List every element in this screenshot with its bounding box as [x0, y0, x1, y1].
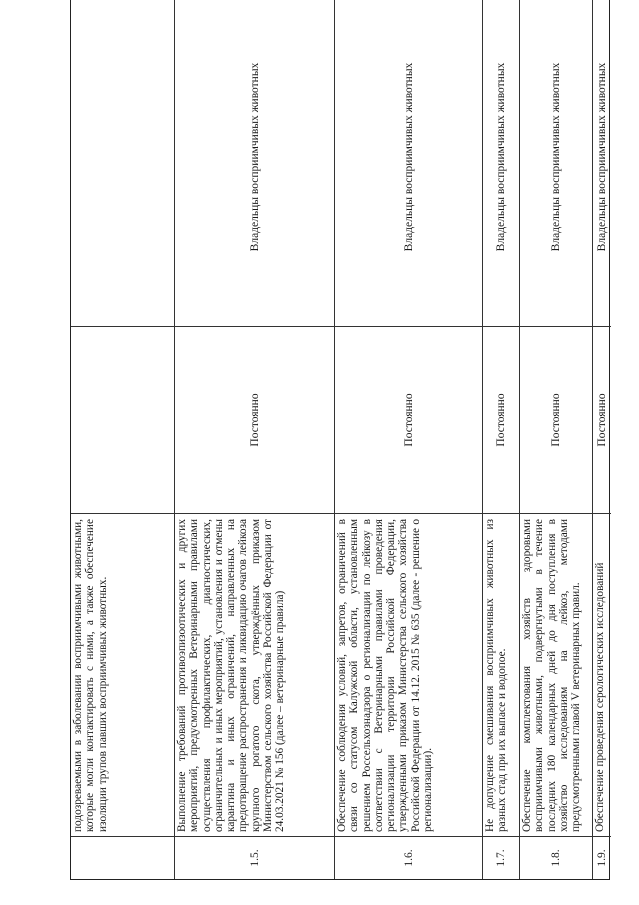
responsible-cell: Владельцы восприимчивых животных — [248, 62, 261, 252]
row-number: 1.5. — [175, 836, 334, 879]
row-number: 1.7. — [483, 836, 519, 879]
term-cell: Постоянно — [520, 326, 592, 513]
term-cell: Постоянно — [175, 326, 334, 513]
row-number: 1.6. — [335, 836, 482, 879]
responsible-cell: Владельцы восприимчивых животных — [550, 62, 562, 252]
term-cell: Постоянно — [593, 326, 611, 513]
measure-text: Обеспечение соблюдения условий, запретов, ограничений в связи со статусом Калужской области, установленным решением Россельхознадзора о регионализации по лейкозу в соответствии с Ветеринарными правилами проведения регионализации территории Российской Федерации, утвержденными приказом Министерства сельского хозяйства Российской Федерации от 14.12. 2015 № 635 (далее - решение о регионализации). — [335, 513, 482, 836]
table-row — [593, 0, 611, 879]
row-number — [71, 836, 174, 879]
responsible-cell — [71, 0, 174, 326]
table-row — [175, 0, 335, 879]
responsible-cell: Владельцы восприимчивых животных — [596, 62, 608, 252]
measure-text: подозреваемыми в заболевании восприимчивыми животными, которые могли контактировать с ними, а также обеспечение изоляции трупов павших восприимчивых животных. — [71, 513, 174, 836]
table-row — [520, 0, 593, 879]
measures-table — [70, 0, 610, 880]
term-cell — [71, 326, 174, 513]
term-cell: Постоянно — [483, 326, 519, 513]
responsible-cell: Владельцы восприимчивых животных — [495, 62, 507, 252]
responsible-cell: Владельцы восприимчивых животных — [402, 62, 415, 252]
table-row — [483, 0, 520, 879]
measure-text: Выполнение требований противоэпизоотических и других мероприятий, предусмотренных Ветеринарными правилами осуществления профилактических, диагностических, ограничительных и иных мероприятий, установления и отмены карантина и иных ограничений, направленных на предотвращение распространения и ликвидацию очагов лейкоза крупного рогатого скота, утверждённых приказом Министерством сельского хозяйства Российской Федерации от 24.03.2021 № 156 (далее – ветеринарные правила) — [175, 513, 334, 836]
table-row — [335, 0, 483, 879]
row-number: 1.8. — [520, 836, 592, 879]
measure-text: Не допущение смешивания восприимчивых животных из разных стад при их выпасе и водопое. — [483, 513, 519, 836]
term-cell: Постоянно — [335, 326, 482, 513]
row-number: 1.9. — [593, 836, 611, 879]
measure-text: Обеспечение комплектования хозяйств здоровыми восприимчивыми животными, подвергнутыми в течение последних 180 календарных дней до дня поступления в хозяйство исследованиям на лейкоз, методами предусмотренными главой V ветеринарных правил. — [520, 513, 592, 836]
table-row — [71, 0, 175, 879]
measure-text: Обеспечение проведения серологических исследований — [593, 513, 611, 836]
